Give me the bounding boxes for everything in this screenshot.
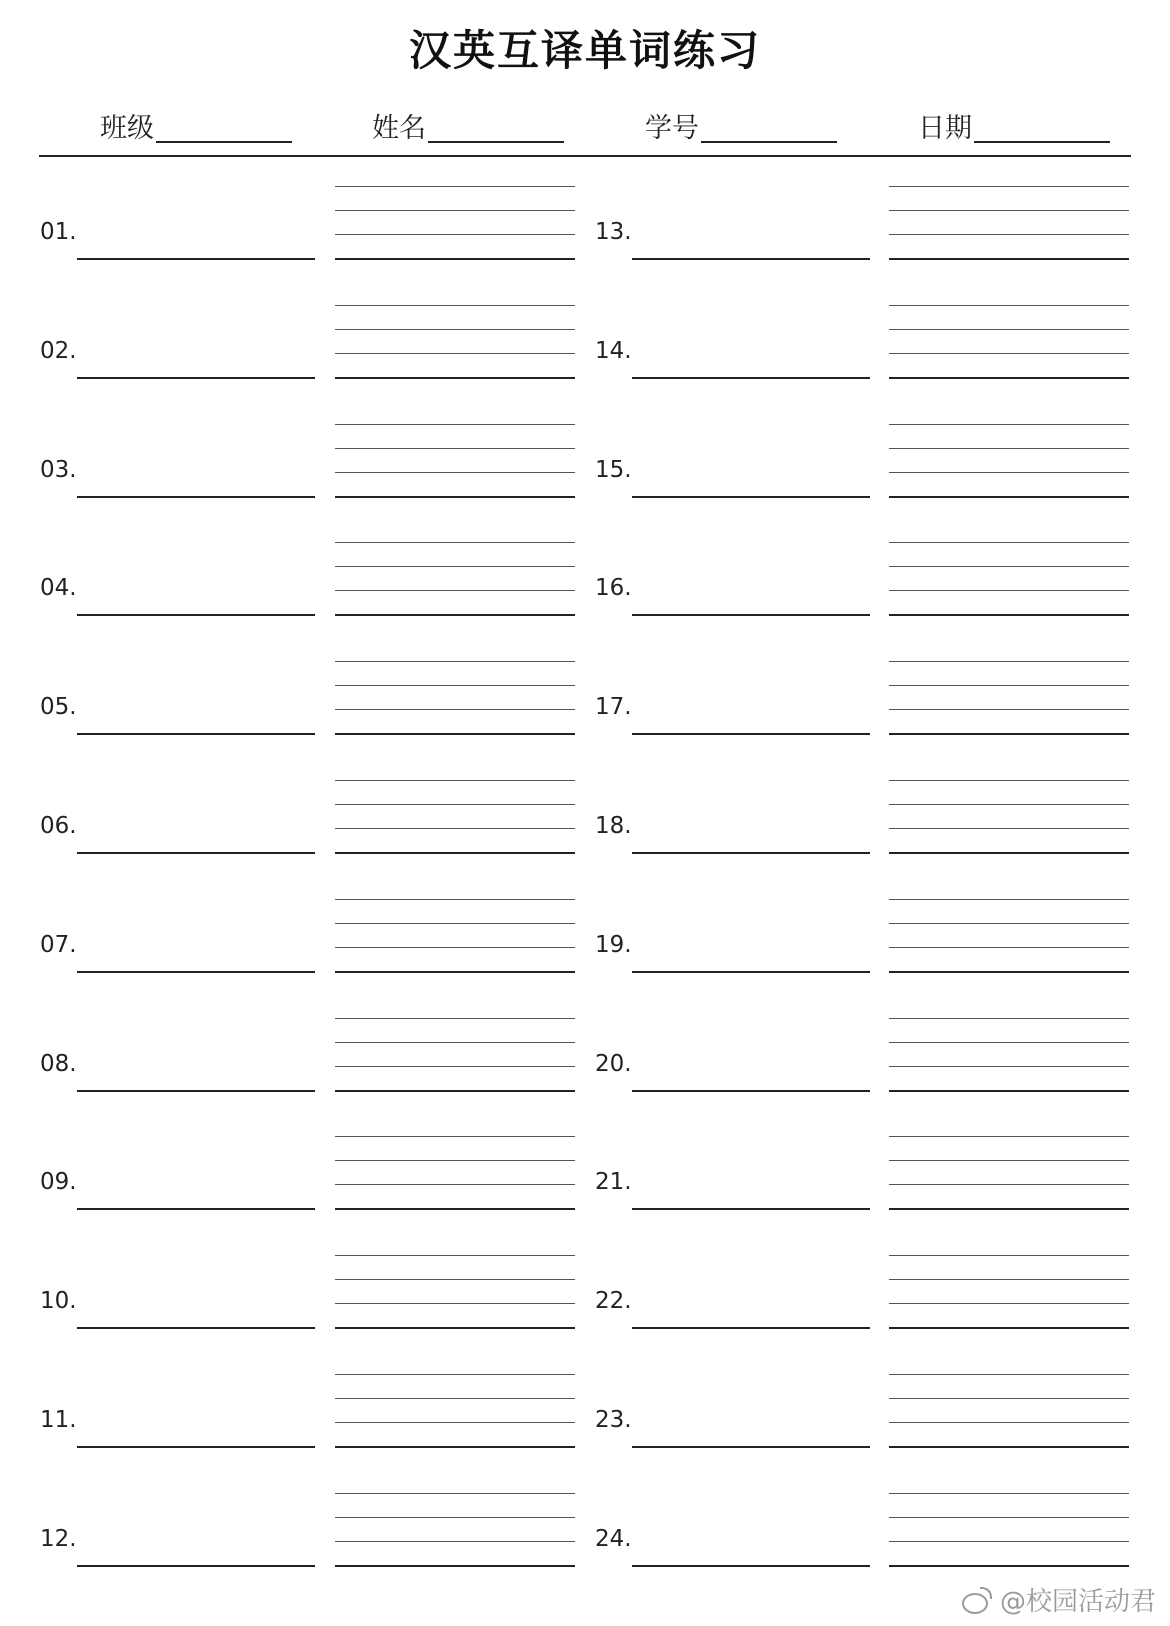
writing-line[interactable] — [889, 1374, 1129, 1375]
word-answer-line[interactable] — [77, 852, 315, 854]
writing-line[interactable] — [335, 1493, 575, 1494]
word-answer-line[interactable] — [77, 1446, 315, 1448]
writing-line[interactable] — [889, 448, 1129, 449]
writing-line[interactable] — [889, 1398, 1129, 1399]
writing-line[interactable] — [335, 448, 575, 449]
writing-line[interactable] — [889, 1160, 1129, 1161]
item-number: 17. — [595, 694, 632, 720]
word-answer-line[interactable] — [632, 733, 870, 735]
item-number: 03. — [40, 457, 77, 483]
writing-line[interactable] — [335, 1446, 575, 1448]
writing-line[interactable] — [889, 210, 1129, 211]
writing-line[interactable] — [335, 1517, 575, 1518]
student-id-label: 学号 — [645, 113, 699, 144]
writing-line[interactable] — [335, 353, 575, 354]
item-number: 23. — [595, 1407, 632, 1433]
writing-line[interactable] — [335, 1398, 575, 1399]
writing-line[interactable] — [335, 590, 575, 591]
word-answer-line[interactable] — [77, 1327, 315, 1329]
writing-line[interactable] — [889, 661, 1129, 662]
writing-line[interactable] — [889, 1018, 1129, 1019]
writing-line[interactable] — [889, 566, 1129, 567]
word-answer-line[interactable] — [632, 496, 870, 498]
writing-line[interactable] — [889, 1090, 1129, 1092]
writing-line[interactable] — [889, 305, 1129, 306]
writing-line[interactable] — [889, 1446, 1129, 1448]
writing-line[interactable] — [889, 852, 1129, 854]
writing-line[interactable] — [335, 899, 575, 900]
writing-line[interactable] — [335, 377, 575, 379]
writing-line[interactable] — [335, 542, 575, 543]
writing-line[interactable] — [335, 566, 575, 567]
writing-line[interactable] — [889, 685, 1129, 686]
item-number: 19. — [595, 932, 632, 958]
writing-line[interactable] — [335, 1422, 575, 1423]
writing-line[interactable] — [335, 1279, 575, 1280]
writing-line[interactable] — [889, 1541, 1129, 1542]
writing-line[interactable] — [889, 947, 1129, 948]
writing-line[interactable] — [889, 1066, 1129, 1067]
item-number: 21. — [595, 1169, 632, 1195]
item-number: 24. — [595, 1526, 632, 1552]
writing-line[interactable] — [889, 1255, 1129, 1256]
item-number: 10. — [40, 1288, 77, 1314]
writing-line[interactable] — [889, 496, 1129, 498]
writing-line[interactable] — [335, 1303, 575, 1304]
writing-line[interactable] — [335, 947, 575, 948]
weibo-logo-icon — [960, 1587, 994, 1613]
writing-line[interactable] — [889, 971, 1129, 973]
writing-line[interactable] — [889, 614, 1129, 616]
writing-line[interactable] — [335, 258, 575, 260]
writing-line[interactable] — [889, 542, 1129, 543]
word-answer-line[interactable] — [77, 377, 315, 379]
writing-line[interactable] — [335, 496, 575, 498]
writing-line[interactable] — [889, 1208, 1129, 1210]
writing-line[interactable] — [889, 234, 1129, 235]
writing-line[interactable] — [335, 804, 575, 805]
writing-line[interactable] — [889, 472, 1129, 473]
watermark-text: @校园活动君 — [999, 1587, 1156, 1617]
writing-line[interactable] — [335, 1255, 575, 1256]
writing-line[interactable] — [335, 234, 575, 235]
item-number: 04. — [40, 575, 77, 601]
writing-line[interactable] — [889, 780, 1129, 781]
writing-line[interactable] — [335, 733, 575, 735]
writing-line[interactable] — [335, 1565, 575, 1567]
writing-line[interactable] — [889, 828, 1129, 829]
writing-line[interactable] — [335, 1374, 575, 1375]
item-number: 02. — [40, 338, 77, 364]
word-answer-line[interactable] — [632, 258, 870, 260]
item-number: 01. — [40, 219, 77, 245]
writing-line[interactable] — [335, 305, 575, 306]
writing-line[interactable] — [889, 1327, 1129, 1329]
word-answer-line[interactable] — [77, 1090, 315, 1092]
watermark — [960, 1581, 1156, 1618]
item-number: 15. — [595, 457, 632, 483]
writing-line[interactable] — [889, 709, 1129, 710]
writing-line[interactable] — [889, 1184, 1129, 1185]
writing-line[interactable] — [335, 1208, 575, 1210]
writing-line[interactable] — [889, 804, 1129, 805]
word-answer-line[interactable] — [632, 614, 870, 616]
writing-line[interactable] — [335, 1541, 575, 1542]
writing-line[interactable] — [889, 258, 1129, 260]
writing-line[interactable] — [335, 1184, 575, 1185]
word-answer-line[interactable] — [77, 1565, 315, 1567]
item-number: 12. — [40, 1526, 77, 1552]
date-label: 日期 — [918, 113, 972, 144]
writing-line[interactable] — [335, 1160, 575, 1161]
writing-line[interactable] — [335, 971, 575, 973]
word-answer-line[interactable] — [632, 971, 870, 973]
writing-line[interactable] — [335, 614, 575, 616]
word-answer-line[interactable] — [77, 971, 315, 973]
writing-line[interactable] — [335, 923, 575, 924]
writing-line[interactable] — [889, 329, 1129, 330]
writing-line[interactable] — [889, 1303, 1129, 1304]
writing-line[interactable] — [335, 685, 575, 686]
word-answer-line[interactable] — [77, 614, 315, 616]
item-number: 14. — [595, 338, 632, 364]
writing-line[interactable] — [335, 186, 575, 187]
item-number: 11. — [40, 1407, 77, 1433]
item-number: 18. — [595, 813, 632, 839]
writing-line[interactable] — [889, 590, 1129, 591]
word-answer-line[interactable] — [77, 496, 315, 498]
word-answer-line[interactable] — [632, 1327, 870, 1329]
word-answer-line[interactable] — [632, 1208, 870, 1210]
writing-line[interactable] — [335, 210, 575, 211]
writing-line[interactable] — [889, 1136, 1129, 1137]
word-answer-line[interactable] — [632, 1565, 870, 1567]
word-answer-line[interactable] — [77, 733, 315, 735]
item-number: 16. — [595, 575, 632, 601]
item-number: 08. — [40, 1051, 77, 1077]
item-number: 06. — [40, 813, 77, 839]
writing-line[interactable] — [889, 377, 1129, 379]
class-label: 班级 — [100, 113, 154, 144]
word-answer-line[interactable] — [77, 258, 315, 260]
writing-line[interactable] — [335, 329, 575, 330]
writing-line[interactable] — [889, 1042, 1129, 1043]
writing-line[interactable] — [889, 186, 1129, 187]
item-number: 20. — [595, 1051, 632, 1077]
writing-line[interactable] — [889, 1493, 1129, 1494]
writing-line[interactable] — [889, 733, 1129, 735]
writing-line[interactable] — [889, 923, 1129, 924]
writing-line[interactable] — [889, 1279, 1129, 1280]
word-answer-line[interactable] — [632, 1446, 870, 1448]
writing-line[interactable] — [335, 1090, 575, 1092]
writing-line[interactable] — [335, 1042, 575, 1043]
writing-line[interactable] — [889, 1422, 1129, 1423]
word-answer-line[interactable] — [632, 377, 870, 379]
item-number: 09. — [40, 1169, 77, 1195]
item-number: 05. — [40, 694, 77, 720]
word-answer-line[interactable] — [77, 1208, 315, 1210]
item-number: 07. — [40, 932, 77, 958]
writing-line[interactable] — [889, 1565, 1129, 1567]
word-answer-line[interactable] — [632, 852, 870, 854]
writing-line[interactable] — [335, 1136, 575, 1137]
writing-line[interactable] — [889, 1517, 1129, 1518]
writing-line[interactable] — [335, 1018, 575, 1019]
word-answer-line[interactable] — [632, 1090, 870, 1092]
writing-line[interactable] — [889, 899, 1129, 900]
writing-line[interactable] — [335, 424, 575, 425]
writing-line[interactable] — [335, 852, 575, 854]
writing-line[interactable] — [889, 353, 1129, 354]
item-number: 13. — [595, 219, 632, 245]
name-label: 姓名 — [372, 113, 426, 144]
writing-line[interactable] — [335, 828, 575, 829]
writing-line[interactable] — [335, 661, 575, 662]
item-number: 22. — [595, 1288, 632, 1314]
writing-line[interactable] — [335, 780, 575, 781]
writing-line[interactable] — [889, 424, 1129, 425]
writing-line[interactable] — [335, 1066, 575, 1067]
page-title: 汉英互译单词练习 — [408, 26, 761, 75]
writing-line[interactable] — [335, 709, 575, 710]
writing-line[interactable] — [335, 472, 575, 473]
writing-line[interactable] — [335, 1327, 575, 1329]
